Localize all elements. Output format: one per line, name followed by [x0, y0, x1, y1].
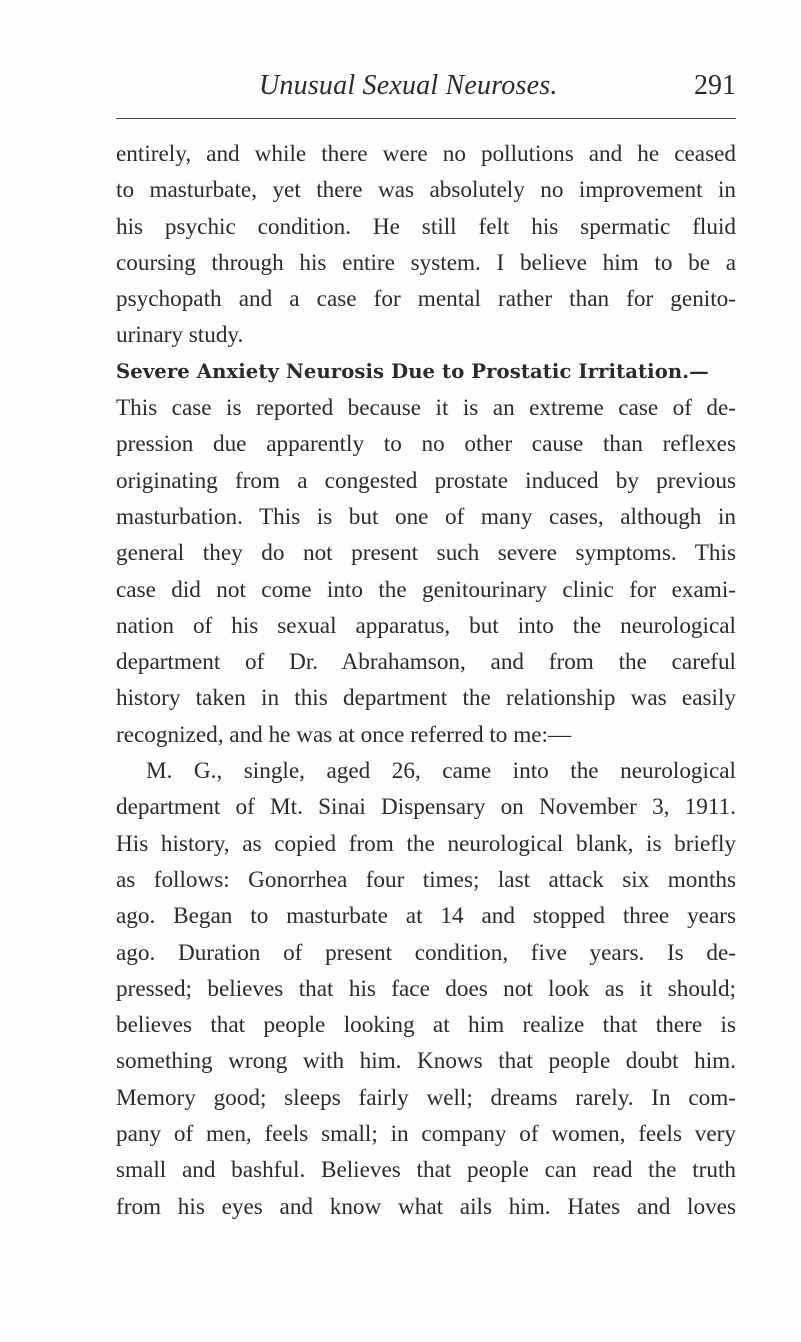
text-line: history taken in this department the relationship was easily [116, 685, 736, 712]
text-line: from his eyes and know what ails him. Hates and loves [116, 1193, 736, 1220]
text-line: Memory good; sleeps fairly well; dreams rarely. In com- [116, 1084, 736, 1111]
text-line: ago. Began to masturbate at 14 and stopped three years [116, 903, 736, 930]
text-line: originating from a congested prostate induced by previous [116, 467, 736, 494]
section-heading: Severe Anxiety Neurosis Due to Prostatic Irritation.— [116, 359, 709, 383]
text-line: pressed; believes that his face does not look as it should; [116, 975, 736, 1002]
text-line: his psychic condition. He still felt his spermatic fluid [116, 213, 736, 240]
body-text [116, 136, 736, 1225]
text-line: something wrong with him. Knows that people doubt him. [116, 1048, 736, 1075]
text-line: ago. Duration of present condition, five years. Is de- [116, 939, 736, 966]
text-line: believes that people looking at him realize that there is [116, 1012, 736, 1039]
text-line: pany of men, feels small; in company of women, feels very [116, 1121, 736, 1148]
text-line: to masturbate, yet there was absolutely no improvement in [116, 177, 736, 204]
running-title: Unusual Sexual Neuroses. [259, 70, 558, 101]
text-line: case did not come into the genitourinary clinic for exami- [116, 576, 736, 603]
text-line: urinary study. [116, 322, 244, 349]
text-line: nation of his sexual apparatus, but into the neurological [116, 612, 736, 639]
text-line: His history, as copied from the neurological blank, is briefly [116, 830, 736, 857]
text-line: small and bashful. Believes that people can read the truth [116, 1157, 736, 1184]
text-line: department of Mt. Sinai Dispensary on November 3, 1911. [116, 794, 736, 821]
text-line: masturbation. This is but one of many cases, although in [116, 503, 736, 530]
text-line: recognized, and he was at once referred to me:— [116, 721, 572, 748]
text-line: department of Dr. Abrahamson, and from the careful [116, 649, 736, 676]
page-number: 291 [694, 70, 736, 101]
text-line: This case is reported because it is an extreme case of de- [116, 395, 736, 422]
text-line: entirely, and while there were no pollutions and he ceased [116, 141, 736, 167]
header-rule [116, 118, 736, 119]
text-line: as follows: Gonorrhea four times; last attack six months [116, 866, 736, 893]
running-header [116, 70, 736, 114]
text-line: general they do not present such severe symptoms. This [116, 540, 736, 567]
text-line: psychopath and a case for mental rather than for genito- [116, 286, 736, 313]
text-line: pression due apparently to no other cause than reflexes [116, 431, 736, 458]
text-line: coursing through his entire system. I believe him to be a [116, 249, 736, 276]
text-line: M. G., single, aged 26, came into the neurological [146, 758, 736, 785]
